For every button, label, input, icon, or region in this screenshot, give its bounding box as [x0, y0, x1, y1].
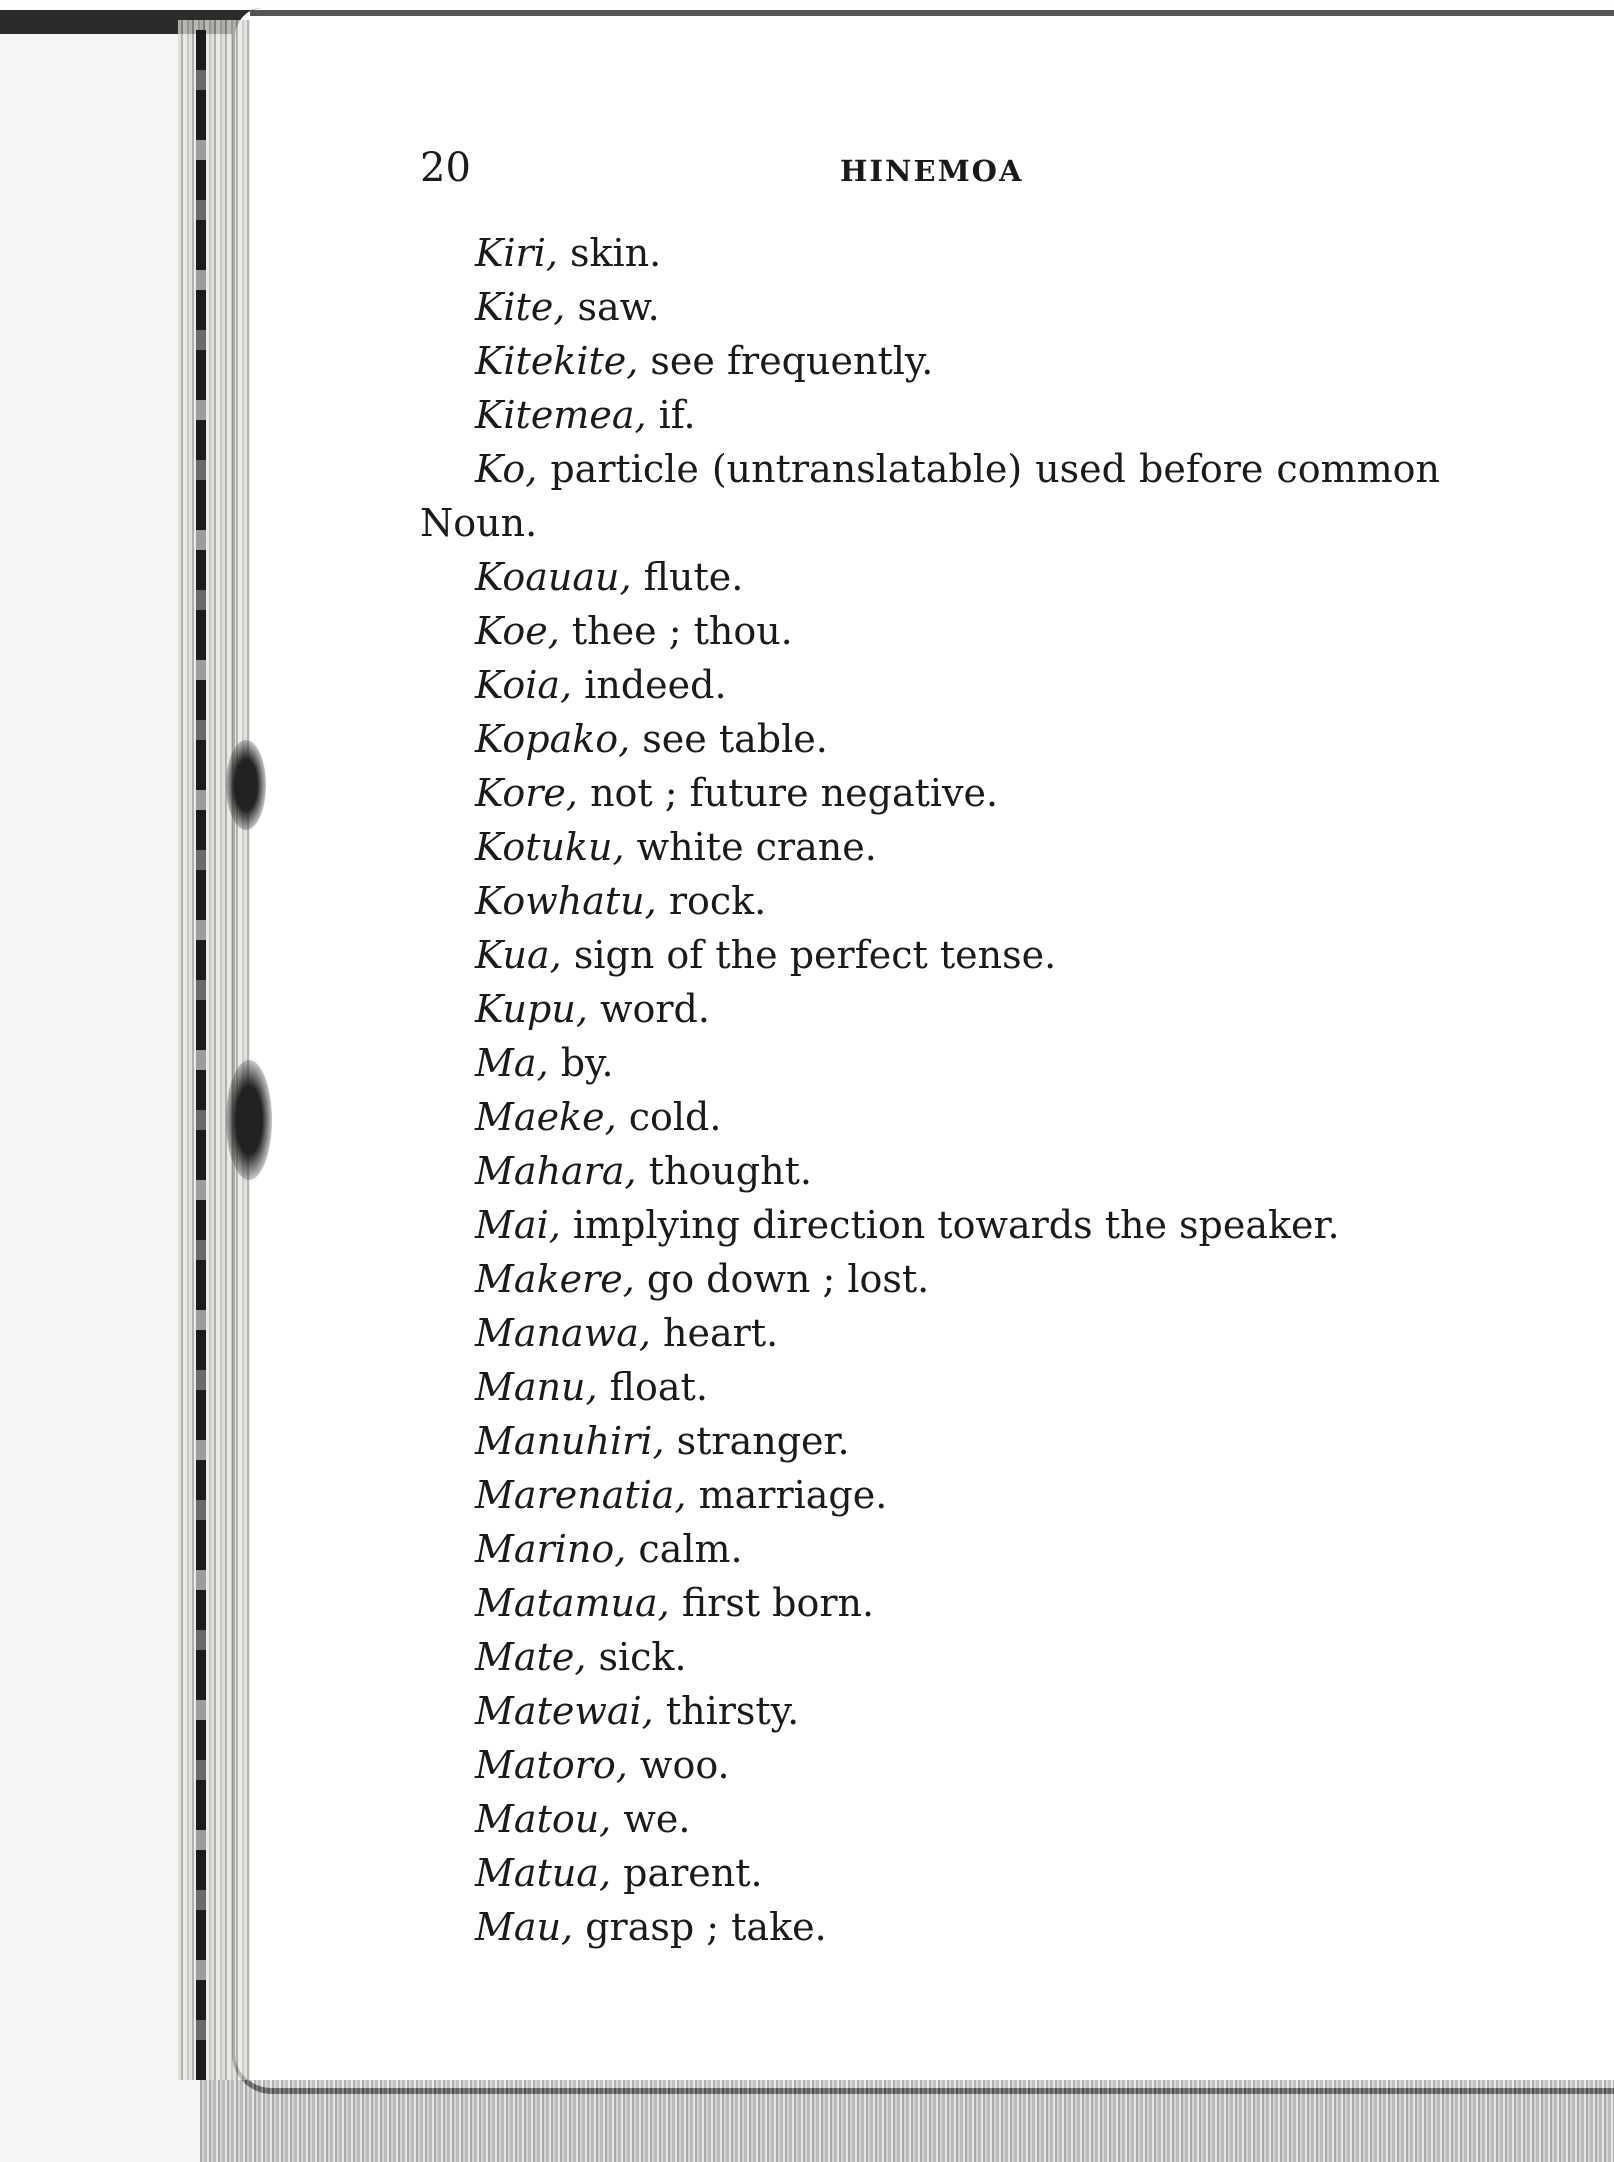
- entry-definition: skin.: [557, 231, 662, 275]
- entry-definition: woo.: [627, 1743, 730, 1787]
- glossary-entry: [420, 1846, 1440, 1900]
- entry-headword: Koia,: [475, 663, 573, 707]
- entry-headword: Mate,: [475, 1635, 587, 1679]
- entry-headword: Kite,: [475, 285, 566, 329]
- glossary-entry: [420, 280, 1440, 334]
- glossary-entry: [420, 1792, 1440, 1846]
- entry-definition: thee ; thou.: [559, 609, 793, 653]
- glossary-entry: [420, 1522, 1440, 1576]
- entry-definition: sign of the perfect tense.: [561, 933, 1057, 977]
- entry-headword: Manu,: [475, 1365, 598, 1409]
- glossary-entry: [420, 1144, 1440, 1198]
- entry-headword: Ko,: [475, 447, 538, 491]
- entry-definition: if.: [646, 393, 696, 437]
- entry-definition: thought.: [636, 1149, 812, 1193]
- entry-headword: Mai,: [475, 1203, 561, 1247]
- entry-definition: word.: [587, 987, 710, 1031]
- glossary-entry: [420, 1738, 1440, 1792]
- entry-definition: flute.: [631, 555, 744, 599]
- page-number: 20: [420, 145, 471, 191]
- scan-bottom-edge: [200, 2080, 1614, 2162]
- glossary-entry: [420, 1252, 1440, 1306]
- entry-headword: Kitemea,: [475, 393, 647, 437]
- glossary-entry: [420, 442, 1440, 550]
- entry-definition: calm.: [626, 1527, 743, 1571]
- glossary-entry: [420, 1036, 1440, 1090]
- glossary-entry: [420, 388, 1440, 442]
- glossary-entry: [420, 226, 1440, 280]
- entry-headword: Mau,: [475, 1905, 574, 1949]
- entry-definition: indeed.: [572, 663, 727, 707]
- running-head: [420, 140, 1430, 196]
- entry-headword: Matamua,: [475, 1581, 670, 1625]
- entry-headword: Matou,: [475, 1797, 612, 1841]
- glossary-entry: [420, 1684, 1440, 1738]
- entry-definition: float.: [597, 1365, 708, 1409]
- entry-definition: marriage.: [686, 1473, 888, 1517]
- glossary-entry: [420, 1576, 1440, 1630]
- entry-headword: Matua,: [475, 1851, 612, 1895]
- glossary-entry: [420, 1414, 1440, 1468]
- glossary-entry: [420, 1468, 1440, 1522]
- entry-definition: grasp ; take.: [573, 1905, 827, 1949]
- glossary-entry: [420, 1630, 1440, 1684]
- entry-headword: Maeke,: [475, 1095, 617, 1139]
- glossary-entry: [420, 1306, 1440, 1360]
- entry-headword: Kotuku,: [475, 825, 625, 869]
- entry-definition: thirsty.: [653, 1689, 800, 1733]
- entry-definition: parent.: [611, 1851, 763, 1895]
- entry-headword: Mahara,: [475, 1149, 637, 1193]
- book-spine-shadow: [196, 30, 206, 2080]
- glossary-entry: [420, 604, 1440, 658]
- glossary-entry: [420, 1198, 1440, 1252]
- scan-shadow-blot: [226, 740, 266, 830]
- entry-headword: Marino,: [475, 1527, 627, 1571]
- glossary-list: [420, 226, 1440, 1954]
- page-top-border: [250, 10, 1614, 16]
- glossary-entry: [420, 1900, 1440, 1954]
- entry-headword: Manuhiri,: [475, 1419, 665, 1463]
- entry-definition: sick.: [586, 1635, 687, 1679]
- entry-headword: Makere,: [475, 1257, 635, 1301]
- entry-headword: Matewai,: [475, 1689, 654, 1733]
- entry-definition: not ; future negative.: [577, 771, 999, 815]
- entry-definition: we.: [611, 1797, 691, 1841]
- entry-headword: Kowhatu,: [475, 879, 657, 923]
- entry-definition: first born.: [669, 1581, 875, 1625]
- glossary-entry: [420, 334, 1440, 388]
- entry-headword: Kiri,: [475, 231, 558, 275]
- entry-definition: stranger.: [664, 1419, 850, 1463]
- glossary-entry: [420, 1090, 1440, 1144]
- glossary-entry: [420, 766, 1440, 820]
- entry-headword: Ma,: [475, 1041, 549, 1085]
- entry-definition: white crane.: [624, 825, 877, 869]
- entry-headword: Koauau,: [475, 555, 632, 599]
- glossary-entry: [420, 658, 1440, 712]
- glossary-entry: [420, 1360, 1440, 1414]
- glossary-entry: [420, 874, 1440, 928]
- entry-headword: Kupu,: [475, 987, 588, 1031]
- entry-headword: Kore,: [475, 771, 578, 815]
- entry-headword: Kitekite,: [475, 339, 639, 383]
- entry-definition: cold.: [616, 1095, 722, 1139]
- entry-headword: Kopako,: [475, 717, 631, 761]
- glossary-entry: [420, 820, 1440, 874]
- glossary-entry: [420, 982, 1440, 1036]
- entry-definition: go down ; lost.: [634, 1257, 930, 1301]
- entry-definition: rock.: [656, 879, 767, 923]
- entry-definition: heart.: [650, 1311, 779, 1355]
- running-title: HINEMOA: [840, 154, 1024, 188]
- entry-definition: implying direction towards the speaker.: [560, 1203, 1340, 1247]
- entry-definition: see frequently.: [638, 339, 934, 383]
- entry-definition: saw.: [565, 285, 660, 329]
- entry-headword: Koe,: [475, 609, 560, 653]
- entry-definition: particle (untranslatable) used before common Noun.: [420, 447, 1440, 545]
- book-spine-edge: [178, 20, 250, 2080]
- entry-headword: Manawa,: [475, 1311, 651, 1355]
- entry-definition: by.: [548, 1041, 614, 1085]
- glossary-entry: [420, 712, 1440, 766]
- glossary-entry: [420, 928, 1440, 982]
- entry-headword: Marenatia,: [475, 1473, 687, 1517]
- entry-definition: see table.: [630, 717, 828, 761]
- scan-shadow-blot: [226, 1060, 272, 1180]
- glossary-entry: [420, 550, 1440, 604]
- entry-headword: Kua,: [475, 933, 562, 977]
- entry-headword: Matoro,: [475, 1743, 628, 1787]
